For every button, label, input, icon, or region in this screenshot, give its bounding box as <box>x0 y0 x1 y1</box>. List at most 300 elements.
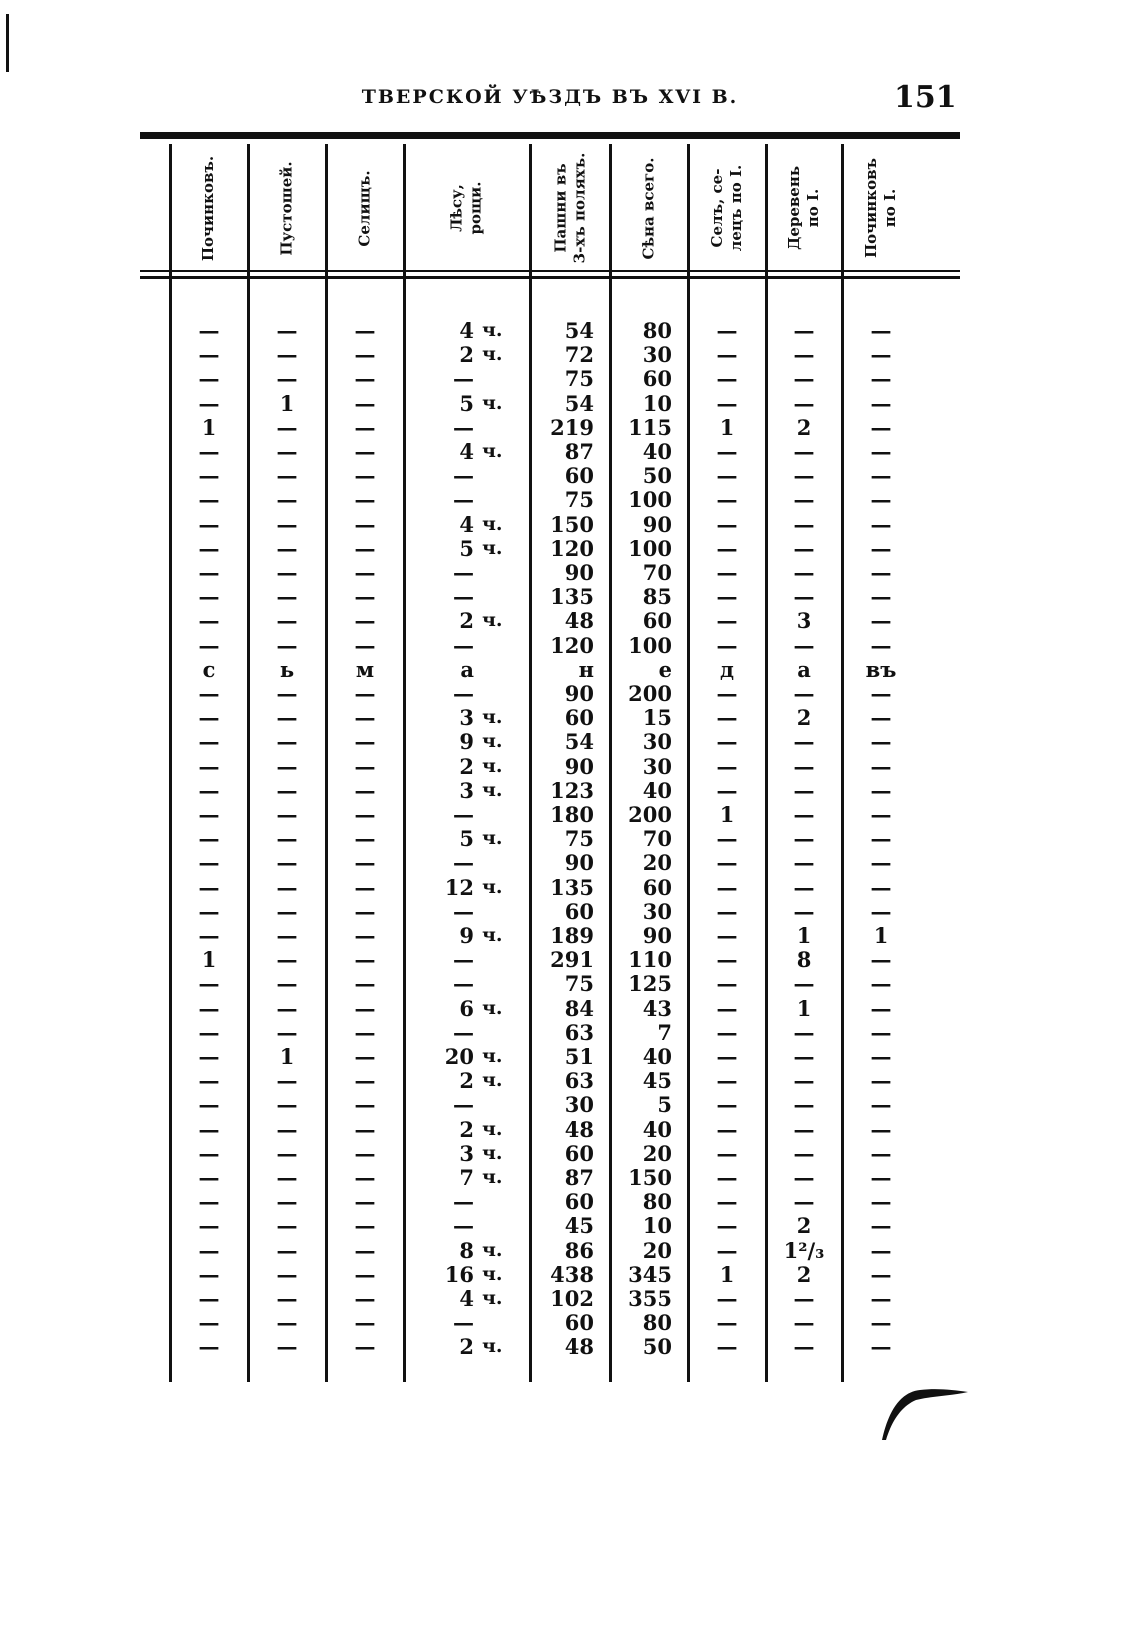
table-cell: 3 <box>459 777 474 803</box>
table-cell: ч. <box>482 1141 503 1164</box>
table-cell: 63 <box>564 1068 594 1094</box>
table-cell: ь <box>279 656 295 682</box>
table-cell: — <box>354 971 376 997</box>
table-cell: — <box>354 1261 376 1287</box>
table-cell: — <box>198 1261 220 1287</box>
table-cell: — <box>198 487 220 513</box>
table-cell: — <box>793 1165 815 1190</box>
table-cell: 5 <box>459 826 474 852</box>
table-cell: — <box>198 802 220 827</box>
table-cell: — <box>276 535 298 561</box>
table-cell: 200 <box>628 681 672 706</box>
table-cell: — <box>198 535 220 561</box>
table-cell: — <box>716 1310 738 1336</box>
table-cell: — <box>793 874 815 900</box>
table-cell: 20 <box>642 850 672 876</box>
table-row <box>140 487 960 512</box>
table-cell: ч. <box>482 1335 503 1358</box>
table-cell: 1 <box>796 923 812 948</box>
table-cell: — <box>793 366 815 392</box>
table-cell: — <box>354 414 376 440</box>
table-cell <box>482 487 528 512</box>
table-cell: 40 <box>642 777 672 803</box>
table-cell: — <box>716 584 738 610</box>
table-row <box>140 923 960 948</box>
header-label: Починковъ <box>862 157 880 259</box>
table-cell: 5 <box>459 535 474 561</box>
table-row <box>140 366 960 391</box>
table-cell: — <box>198 1286 220 1311</box>
table-cell: 1 <box>719 1261 735 1287</box>
table-row <box>140 463 960 488</box>
table-row <box>140 729 960 754</box>
table-cell: 10 <box>642 390 672 416</box>
table-cell: — <box>354 342 376 368</box>
table-cell: — <box>793 753 815 779</box>
table-cell: 135 <box>550 584 594 610</box>
table-cell: — <box>716 1140 738 1166</box>
table-cell: 2 <box>796 414 812 440</box>
table-cell: 135 <box>550 874 594 900</box>
running-title: ТВЕРСКОЙ УѢЗДЪ ВЪ XVI В. <box>361 86 739 108</box>
table-cell: 219 <box>550 414 594 440</box>
table-cell: — <box>716 1092 738 1118</box>
table-cell: — <box>354 1019 376 1045</box>
table-cell: 75 <box>564 487 594 513</box>
table-cell: — <box>870 1092 892 1118</box>
table-cell: — <box>198 681 220 706</box>
table-row <box>140 1092 960 1117</box>
table-cell: — <box>870 681 892 706</box>
table-cell: ч. <box>482 1069 503 1092</box>
table-cell: — <box>870 947 892 973</box>
table-cell: — <box>276 753 298 779</box>
table-cell: — <box>870 1019 892 1045</box>
table-cell: — <box>716 729 738 755</box>
table-cell: — <box>354 681 376 706</box>
table-cell: — <box>276 1140 298 1166</box>
table-cell: — <box>716 947 738 973</box>
table-row <box>140 608 960 633</box>
table-cell: — <box>453 414 474 440</box>
table-cell: — <box>870 1165 892 1190</box>
table-cell: — <box>453 632 474 658</box>
table-cell: — <box>870 753 892 779</box>
table-cell: — <box>870 729 892 755</box>
table-cell: — <box>276 1019 298 1045</box>
table-cell: — <box>716 1116 738 1142</box>
table-cell: — <box>354 463 376 489</box>
table-cell: 1 <box>719 802 735 827</box>
table-cell: 1 <box>279 1044 295 1069</box>
table-cell: — <box>453 681 474 706</box>
table-cell: — <box>198 753 220 779</box>
table-cell: — <box>276 971 298 997</box>
table-cell: 70 <box>642 560 672 585</box>
table-cell: — <box>453 802 474 827</box>
table-row <box>140 1141 960 1166</box>
table-row <box>140 1310 960 1335</box>
table-row <box>140 1262 960 1287</box>
table-cell: — <box>793 1140 815 1166</box>
table-cell: — <box>870 632 892 658</box>
table-cell: — <box>716 463 738 489</box>
header-sena <box>610 146 688 270</box>
table-cell: — <box>276 850 298 876</box>
table-cell: 1²/₃ <box>783 1237 825 1263</box>
table-cell: — <box>716 366 738 392</box>
table-cell: — <box>354 1213 376 1239</box>
header-label: Починковъ. <box>199 155 218 261</box>
table-row <box>140 560 960 585</box>
table-cell: — <box>870 802 892 827</box>
table-cell: 48 <box>564 1116 594 1142</box>
table-cell: 80 <box>642 1189 672 1215</box>
table-cell: ч. <box>482 536 503 559</box>
table-cell: — <box>276 584 298 610</box>
table-row <box>140 1334 960 1359</box>
table-cell: — <box>354 632 376 658</box>
table-cell: — <box>276 681 298 706</box>
table-cell: — <box>453 1310 474 1336</box>
table-cell: 2 <box>459 1116 474 1142</box>
table-cell: — <box>276 1092 298 1118</box>
table-cell: — <box>276 366 298 392</box>
table-cell: — <box>198 1092 220 1118</box>
table-cell: — <box>793 826 815 852</box>
table-cell <box>482 681 528 706</box>
table-row <box>140 584 960 609</box>
table-cell <box>482 560 528 585</box>
table-cell: — <box>354 753 376 779</box>
header-selishch <box>326 146 404 270</box>
table-cell: 9 <box>459 923 474 948</box>
table-cell: 60 <box>642 608 672 634</box>
table-cell: — <box>354 705 376 731</box>
table-cell: 189 <box>550 923 594 948</box>
table-cell: — <box>870 826 892 852</box>
table-cell: — <box>354 1068 376 1094</box>
table-cell: — <box>198 342 220 368</box>
table-cell: 40 <box>642 439 672 464</box>
table-cell: — <box>793 1068 815 1094</box>
table-cell: — <box>793 1189 815 1215</box>
table-cell: 6 <box>459 995 474 1021</box>
table-cell: — <box>870 487 892 513</box>
table-cell: — <box>793 487 815 513</box>
table-cell: 102 <box>550 1286 594 1311</box>
table-cell: — <box>716 1019 738 1045</box>
table-cell: — <box>793 777 815 803</box>
table-cell: — <box>276 947 298 973</box>
table-cell: — <box>793 560 815 585</box>
table-cell: д <box>720 656 734 682</box>
ink-smear-mark <box>880 1382 970 1442</box>
table-cell: 30 <box>642 729 672 755</box>
table-cell: 90 <box>564 560 594 585</box>
table-cell: — <box>716 1189 738 1215</box>
table-cell: 3 <box>796 608 812 634</box>
table-cell: 20 <box>642 1140 672 1166</box>
table-cell: — <box>793 390 815 416</box>
table-cell: — <box>198 1068 220 1094</box>
table-cell: — <box>276 608 298 634</box>
table-cell <box>482 366 528 391</box>
table-cell: — <box>198 777 220 803</box>
table-cell: — <box>716 390 738 416</box>
table-cell: — <box>716 826 738 852</box>
table-cell: — <box>354 802 376 827</box>
table-cell: — <box>793 898 815 924</box>
table-cell: 50 <box>642 463 672 489</box>
table-cell: — <box>198 995 220 1021</box>
table-cell: 150 <box>550 511 594 537</box>
table-cell: — <box>793 1334 815 1360</box>
table-cell: 8 <box>796 947 812 973</box>
table-cell: 4 <box>459 1286 474 1311</box>
table-cell: — <box>198 560 220 585</box>
table-cell: — <box>716 995 738 1021</box>
table-cell: — <box>276 1334 298 1360</box>
table-cell: 70 <box>642 826 672 852</box>
header-les <box>404 146 530 270</box>
table-cell: — <box>276 463 298 489</box>
table-cell: — <box>870 390 892 416</box>
table-cell: н <box>578 656 594 682</box>
table-cell: — <box>276 560 298 585</box>
table-cell <box>482 415 528 440</box>
table-cell: ч. <box>482 996 503 1019</box>
table-cell: — <box>354 729 376 755</box>
table-cell: 60 <box>642 874 672 900</box>
table-cell: — <box>354 777 376 803</box>
table-cell: 40 <box>642 1116 672 1142</box>
table-cell: 80 <box>642 318 672 343</box>
table-cell: — <box>276 1165 298 1190</box>
table-cell: 2 <box>796 705 812 731</box>
table-cell: — <box>276 705 298 731</box>
table-cell: — <box>354 608 376 634</box>
table-cell <box>482 1310 528 1335</box>
header-dereven <box>766 146 842 270</box>
table-row <box>140 342 960 367</box>
table-cell: — <box>870 1116 892 1142</box>
table-cell: 48 <box>564 608 594 634</box>
table-cell: — <box>276 511 298 537</box>
table-row <box>140 802 960 827</box>
table-cell: въ <box>865 656 897 682</box>
table-cell: — <box>453 1019 474 1045</box>
table-cell: — <box>870 1237 892 1263</box>
table-cell: — <box>716 608 738 634</box>
table-cell: 43 <box>642 995 672 1021</box>
table-cell: — <box>716 777 738 803</box>
table-row <box>140 1213 960 1238</box>
table-cell: — <box>716 439 738 464</box>
table-cell: 1 <box>279 390 295 416</box>
table-cell <box>482 971 528 996</box>
table-cell: — <box>870 560 892 585</box>
table-cell: — <box>793 971 815 997</box>
table-cell: — <box>276 729 298 755</box>
table-cell: 30 <box>564 1092 594 1118</box>
table-cell: — <box>198 390 220 416</box>
header-sel <box>688 146 766 270</box>
table-cell: — <box>276 923 298 948</box>
table-cell: 75 <box>564 366 594 392</box>
table-cell: — <box>354 1286 376 1311</box>
table-cell: 51 <box>564 1044 594 1069</box>
table-cell: — <box>453 1092 474 1118</box>
table-cell: ч. <box>482 343 503 366</box>
table-row <box>140 778 960 803</box>
table-cell: — <box>716 1213 738 1239</box>
table-cell: — <box>453 947 474 973</box>
table-cell: — <box>354 487 376 513</box>
table-cell: — <box>453 487 474 513</box>
table-cell <box>482 1189 528 1214</box>
table-cell: — <box>453 366 474 392</box>
table-cell: — <box>198 1237 220 1263</box>
header-pustoshey <box>248 146 326 270</box>
table-cell: — <box>354 1189 376 1215</box>
table-cell: — <box>453 850 474 876</box>
table-top-rule <box>140 132 960 139</box>
table-cell: — <box>453 971 474 997</box>
table-row <box>140 1165 960 1190</box>
table-cell: — <box>276 1068 298 1094</box>
table-cell: 1 <box>873 923 889 948</box>
table-cell: а <box>797 656 811 682</box>
table-cell: — <box>870 342 892 368</box>
table-cell <box>482 1092 528 1117</box>
table-row <box>140 415 960 440</box>
table-row <box>140 318 960 343</box>
table-cell: — <box>870 414 892 440</box>
table-cell: — <box>716 632 738 658</box>
table-cell: 100 <box>628 535 672 561</box>
table-cell: — <box>354 826 376 852</box>
table-cell: — <box>453 560 474 585</box>
table-cell: — <box>716 753 738 779</box>
table-cell: 40 <box>642 1044 672 1069</box>
header-label: Пашни въ <box>551 163 569 253</box>
table-cell: 9 <box>459 729 474 755</box>
table-cell: — <box>793 318 815 343</box>
table-cell: с <box>202 656 216 682</box>
table-cell: 60 <box>564 705 594 731</box>
table-cell: — <box>276 826 298 852</box>
table-cell: — <box>793 1019 815 1045</box>
table-cell: — <box>793 850 815 876</box>
table-cell: 2 <box>459 342 474 368</box>
table-cell: 90 <box>564 681 594 706</box>
header-bottom-rule <box>140 270 960 272</box>
table-cell: 291 <box>550 947 594 973</box>
table-cell: — <box>198 898 220 924</box>
table-cell: 60 <box>564 463 594 489</box>
table-cell: — <box>870 1261 892 1287</box>
table-cell: — <box>716 1237 738 1263</box>
table-cell: 90 <box>642 511 672 537</box>
header-pochinkov <box>170 146 248 270</box>
table-cell: — <box>716 971 738 997</box>
table-cell: 45 <box>564 1213 594 1239</box>
header-label: лецъ по I. <box>727 164 745 252</box>
table-cell: ч. <box>482 706 503 729</box>
table-cell: 90 <box>642 923 672 948</box>
table-cell: 30 <box>642 342 672 368</box>
table-cell: 5 <box>459 390 474 416</box>
table-cell: — <box>716 850 738 876</box>
table-cell: 54 <box>564 318 594 343</box>
table-cell: — <box>198 318 220 343</box>
table-cell: — <box>793 535 815 561</box>
table-cell: — <box>870 874 892 900</box>
table-cell: — <box>198 584 220 610</box>
table-cell: ч. <box>482 778 503 801</box>
table-cell <box>482 802 528 827</box>
table-cell: — <box>354 1092 376 1118</box>
table-cell: — <box>198 1165 220 1190</box>
table-cell: 4 <box>459 439 474 464</box>
table-cell: — <box>354 1334 376 1360</box>
table-cell: — <box>716 318 738 343</box>
table-cell: ч. <box>482 440 503 462</box>
table-cell: — <box>276 487 298 513</box>
table-cell: — <box>354 439 376 464</box>
table-row <box>140 512 960 537</box>
table-cell: 75 <box>564 971 594 997</box>
table-cell: — <box>198 1310 220 1336</box>
table-cell: 87 <box>564 1165 594 1190</box>
table-cell: — <box>276 414 298 440</box>
table-cell: — <box>870 850 892 876</box>
table-cell: — <box>354 560 376 585</box>
header-label: рощи. <box>466 181 485 235</box>
table-cell: — <box>453 584 474 610</box>
table-cell: 60 <box>564 1310 594 1336</box>
table-cell: — <box>354 1310 376 1336</box>
table-cell: 54 <box>564 729 594 755</box>
table-cell: — <box>198 826 220 852</box>
table-row <box>140 971 960 996</box>
table-cell: — <box>793 1116 815 1142</box>
table-cell: — <box>354 535 376 561</box>
table-cell: — <box>870 366 892 392</box>
table-cell: — <box>870 1044 892 1069</box>
table-cell: 2 <box>459 1334 474 1360</box>
table-cell: — <box>198 850 220 876</box>
table-row <box>140 899 960 924</box>
table-cell: — <box>870 1068 892 1094</box>
table-cell: — <box>354 1165 376 1190</box>
table-cell: — <box>276 898 298 924</box>
table-cell: — <box>198 1140 220 1166</box>
margin-mark <box>6 14 9 72</box>
header-bottom-rule-thick <box>140 276 960 279</box>
table-cell: — <box>354 923 376 948</box>
table-cell: 7 <box>657 1019 672 1045</box>
table-cell: — <box>793 463 815 489</box>
table-cell: — <box>716 1044 738 1069</box>
table-cell: — <box>198 874 220 900</box>
table-cell: — <box>870 1189 892 1215</box>
table-cell: ч. <box>482 754 503 777</box>
table-cell: 12 <box>444 874 474 900</box>
table-cell: ч. <box>482 1238 503 1261</box>
table-cell: 100 <box>628 487 672 513</box>
